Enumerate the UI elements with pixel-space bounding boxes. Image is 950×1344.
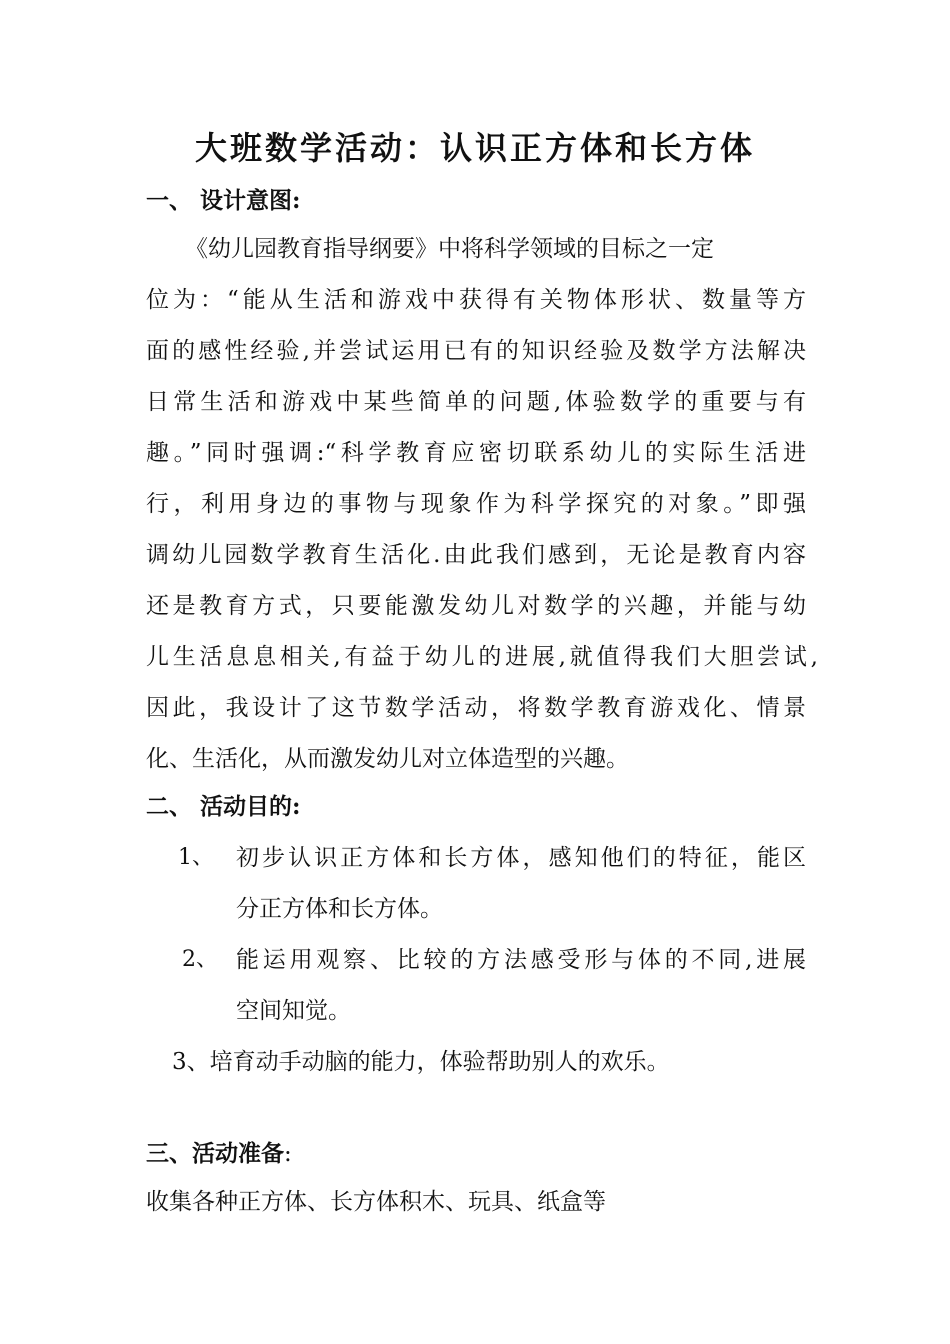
list-item-number: 1、 xyxy=(178,845,214,870)
list-item-text: 3、培育动手动脑的能力，体验帮助别人的欢乐。 xyxy=(172,1049,670,1075)
paragraph-line: 面的感性经验,并尝试运用已有的知识经验及数学方法解决 xyxy=(146,338,806,364)
section-heading-text: 三、活动准备 xyxy=(146,1140,284,1167)
list-item-number: 2、 xyxy=(182,947,218,972)
section-heading-activity-preparation xyxy=(146,1136,292,1172)
paragraph-line: 因此，我设计了这节数学活动，将数学教育游戏化、情景 xyxy=(146,695,806,721)
paragraph-line: 调幼儿园数学教育生活化.由此我们感到，无论是教育内容 xyxy=(146,542,806,568)
section-heading-activity-goals: 二、 活动目的: xyxy=(146,793,301,820)
paragraph-line: 趣。”同时强调:“科学教育应密切联系幼儿的实际生活进 xyxy=(146,440,806,466)
paragraph-line: 还是教育方式，只要能激发幼儿对数学的兴趣，并能与幼 xyxy=(146,593,806,619)
list-item-text: 分正方体和长方体。 xyxy=(236,896,443,922)
paragraph-line: 位为：“能从生活和游戏中获得有关物体形状、数量等方 xyxy=(146,287,806,313)
paragraph-line: 日常生活和游戏中某些简单的问题,体验数学的重要与有 xyxy=(146,389,806,415)
paragraph-line: 儿生活息息相关,有益于幼儿的进展,就值得我们大胆尝试, xyxy=(146,644,818,670)
document-title: 大班数学活动：认识正方体和长方体 xyxy=(194,129,755,167)
paragraph-line: 行，利用身边的事物与现象作为科学探究的对象。”即强 xyxy=(146,491,806,517)
paragraph-line: 收集各种正方体、长方体积木、玩具、纸盒等 xyxy=(146,1189,606,1215)
heading-colon: : xyxy=(284,1141,292,1167)
list-item-text: 能运用观察、比较的方法感受形与体的不同,进展 xyxy=(236,947,806,973)
section-heading-design-intent: 一、 设计意图: xyxy=(146,187,301,214)
list-item-text: 初步认识正方体和长方体，感知他们的特征，能区 xyxy=(236,845,806,871)
paragraph-line: 《幼儿园教育指导纲要》中将科学领域的目标之一定 xyxy=(185,236,714,262)
list-item-text: 空间知觉。 xyxy=(236,998,351,1024)
paragraph-line: 化、生活化，从而激发幼儿对立体造型的兴趣。 xyxy=(146,746,629,772)
